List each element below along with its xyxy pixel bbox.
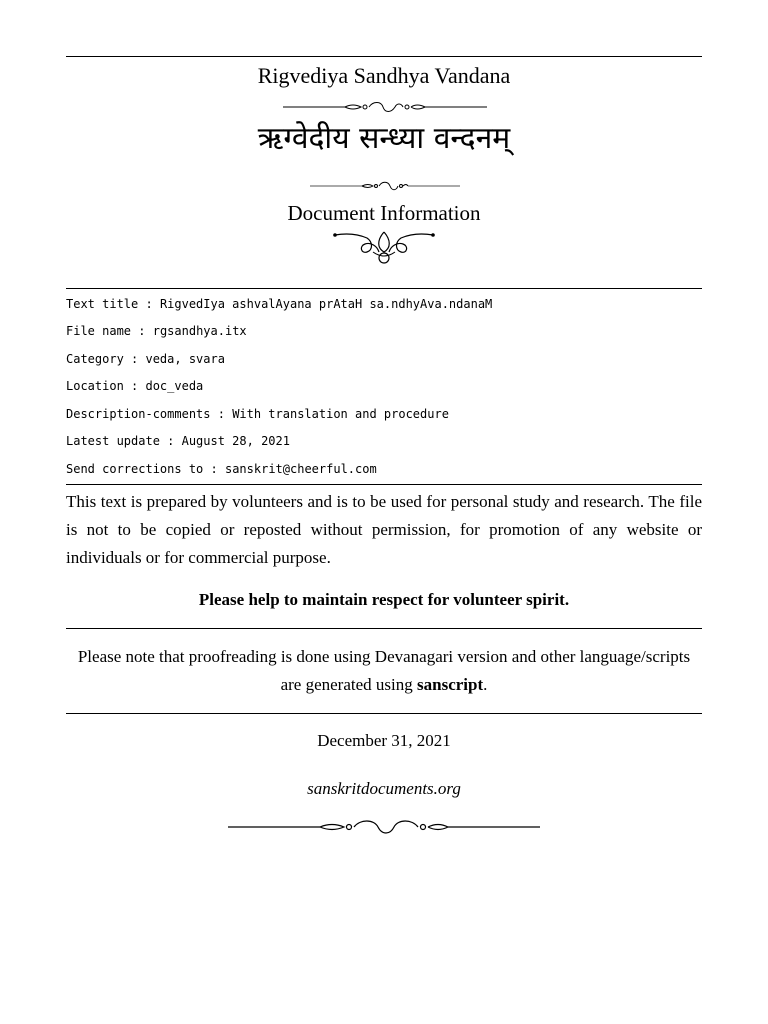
- respect-notice: Please help to maintain respect for volunteer spirit.: [198, 590, 570, 609]
- info-top-rule: [66, 288, 702, 289]
- sanscript-term: sanscript: [417, 675, 484, 694]
- info-label: Send corrections to: [66, 462, 204, 476]
- info-value: With translation and procedure: [232, 407, 449, 421]
- info-row-file-name: File name : rgsandhya.itx: [66, 324, 247, 338]
- info-value: veda, svara: [145, 352, 225, 366]
- flourish-ornament: [333, 226, 435, 266]
- ornament-divider-1: [283, 100, 487, 114]
- info-label: Description-comments: [66, 407, 211, 421]
- info-value: doc_veda: [145, 379, 204, 393]
- section-title: Document Information: [287, 201, 481, 225]
- info-value: sanskrit@cheerful.com: [224, 462, 377, 476]
- top-rule: [66, 56, 702, 57]
- info-label: Category: [66, 352, 124, 366]
- info-label: Latest update: [66, 434, 160, 448]
- devanagari-title: ऋग्वेदीय सन्ध्या वन्दनम्: [257, 121, 511, 156]
- info-value: August 28, 2021: [181, 434, 290, 448]
- ornament-divider-2: [310, 180, 460, 192]
- info-bottom-rule: [66, 484, 702, 485]
- proofreading-end: .: [483, 675, 488, 694]
- info-row-latest-update: Latest update : August 28, 2021: [66, 434, 290, 448]
- info-label: Text title: [66, 297, 139, 311]
- site-name[interactable]: sanskritdocuments.org: [307, 779, 461, 798]
- proofreading-rule: [66, 713, 702, 714]
- info-value: RigvedIya ashvalAyana prAtaH sa.ndhyAva.ndanaM: [159, 297, 493, 311]
- info-label: Location: [66, 379, 124, 393]
- info-row-description: Description-comments : With translation and procedure: [66, 407, 449, 421]
- proofreading-text: Please note that proofreading is done using Devanagari version and other language/scripts are generated using: [77, 647, 691, 694]
- page-title: Rigvediya Sandhya Vandana: [257, 63, 511, 88]
- usage-notice: This text is prepared by volunteers and is to be used for personal study and research. The file is not to be copied or reposted without permission, for promotion of any website or individuals or for commercial purpose.: [66, 492, 702, 567]
- info-value: rgsandhya.itx: [152, 324, 247, 338]
- notice-rule: [66, 628, 702, 629]
- document-date: December 31, 2021: [317, 731, 451, 750]
- info-row-category: Category : veda, svara: [66, 352, 225, 366]
- info-row-corrections: Send corrections to : sanskrit@cheerful.com: [66, 462, 377, 476]
- ornament-divider-bottom: [228, 819, 540, 835]
- info-row-location: Location : doc_veda: [66, 379, 204, 393]
- proofreading-note: [66, 643, 702, 699]
- info-label: File name: [66, 324, 132, 338]
- info-row-text-title: Text title : RigvedIya ashvalAyana prAtaH sa.ndhyAva.ndanaM: [66, 297, 493, 311]
